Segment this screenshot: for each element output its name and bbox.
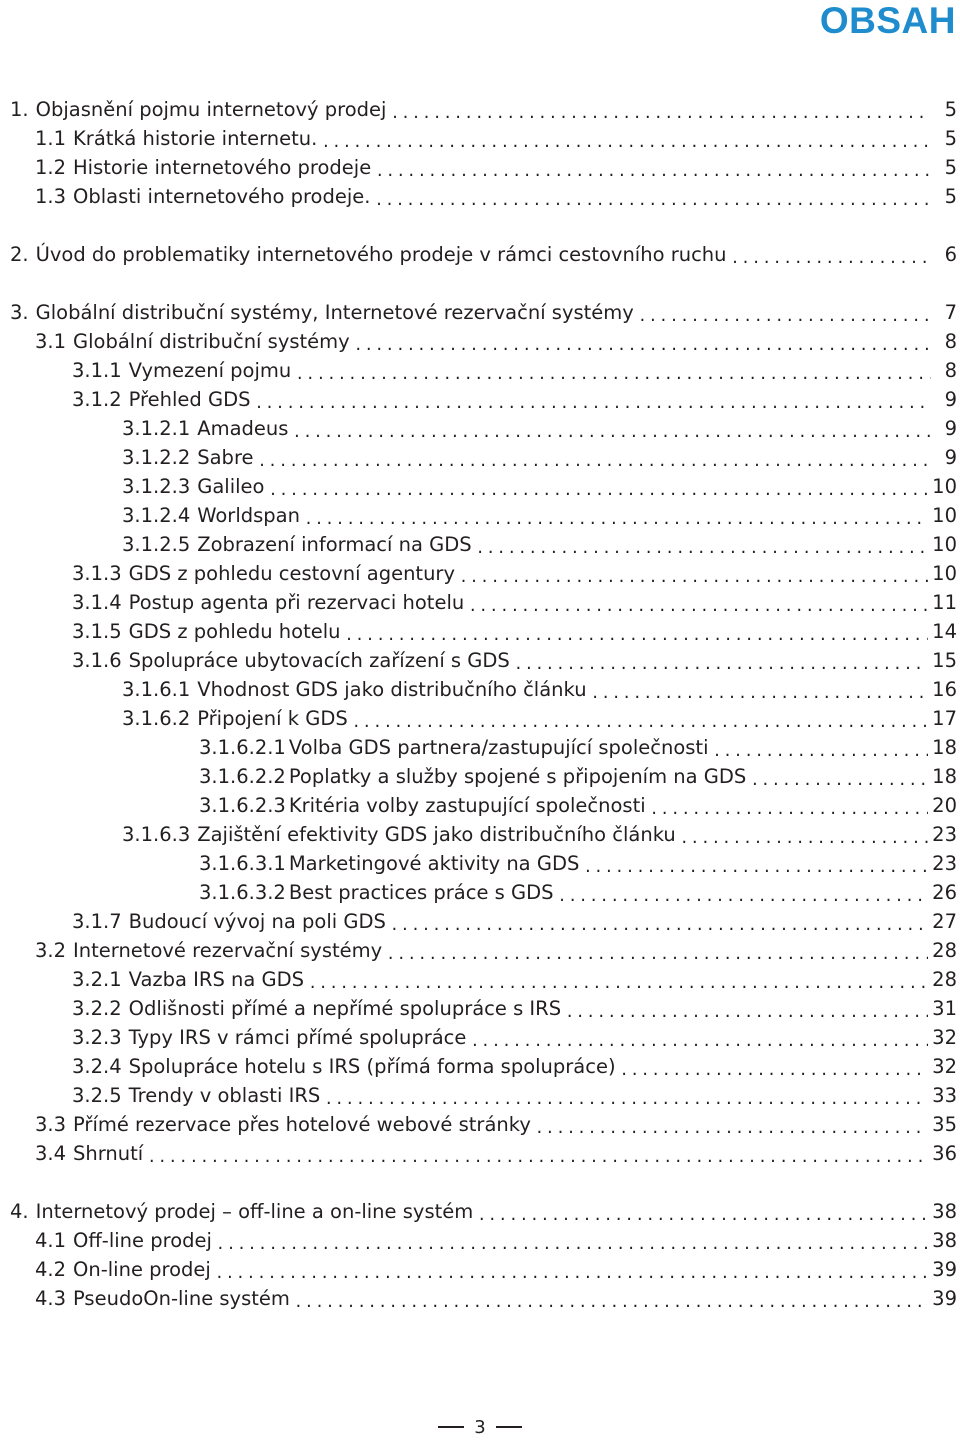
toc-entry[interactable] (0, 1285, 957, 1313)
toc-entry[interactable] (0, 734, 957, 762)
toc-entry-page: 39 (932, 1258, 957, 1281)
toc-entry-number: 3.3 (35, 1113, 67, 1136)
dot-leader (215, 1262, 928, 1284)
dot-leader (591, 682, 929, 704)
toc-entry-page: 38 (932, 1200, 957, 1223)
toc-entry[interactable] (0, 792, 957, 820)
toc-entry-title: On-line prodej (73, 1258, 211, 1281)
dot-leader (352, 711, 928, 733)
toc-entry-number: 3.1.6.3.2 (199, 881, 286, 904)
toc-entry-title: Marketingové aktivity na GDS (288, 852, 580, 875)
toc-entry-page: 35 (932, 1113, 957, 1136)
toc-entry[interactable] (0, 241, 957, 269)
toc-entry-title: Přehled GDS (128, 388, 251, 411)
toc-entry[interactable] (0, 1198, 957, 1226)
toc-entry-number: 3.1.2.5 (122, 533, 191, 556)
toc-entry[interactable] (0, 1256, 957, 1284)
toc-entry-number: 4.1 (35, 1229, 67, 1252)
toc-entry[interactable] (0, 618, 957, 646)
toc-entry-number: 1.1 (35, 127, 67, 150)
toc-entry-title: PseudoOn-line systém (73, 1287, 290, 1310)
toc-entry[interactable] (0, 589, 957, 617)
toc-entry-title: Vhodnost GDS jako distribučního článku (197, 678, 587, 701)
toc-entry-page: 5 (944, 98, 957, 121)
dot-leader (374, 189, 931, 211)
toc-entry-number: 3.1.7 (72, 910, 122, 933)
dot-leader (258, 450, 931, 472)
toc-entry-title: Zobrazení informací na GDS (197, 533, 472, 556)
toc-entry-number: 1.3 (35, 185, 67, 208)
page-number: 3 (474, 1416, 486, 1438)
toc-entry-page: 28 (932, 939, 957, 962)
toc-entry-title: Zajištění efektivity GDS jako distribučního článku (197, 823, 676, 846)
toc-entry-number: 3.1.6.2.3 (199, 794, 286, 817)
toc-entry-title: Globální distribuční systémy (73, 330, 350, 353)
toc-entry-title: Globální distribuční systémy, Internetové rezervační systémy (35, 301, 634, 324)
toc-entry-page: 17 (932, 707, 957, 730)
toc-entry[interactable] (0, 502, 957, 530)
toc-entry-number: 3.1.6.3.1 (199, 852, 286, 875)
toc-entry-title: Worldspan (197, 504, 300, 527)
toc-entry-number: 4.2 (35, 1258, 67, 1281)
toc-entry-page: 10 (932, 475, 957, 498)
toc-entry-page: 31 (932, 997, 957, 1020)
toc-entry-title: Oblasti internetového prodeje. (73, 185, 371, 208)
toc-entry[interactable] (0, 357, 957, 385)
dot-leader (321, 131, 931, 153)
toc-entry-number: 3.1.6.3 (122, 823, 191, 846)
toc-entry-number: 3.1 (35, 330, 67, 353)
toc-entry-number: 1.2 (35, 156, 67, 179)
dot-leader (470, 1030, 928, 1052)
toc-entry-title: GDS z pohledu cestovní agentury (128, 562, 455, 585)
toc-entry-page: 8 (944, 359, 957, 382)
toc-entry[interactable] (0, 647, 957, 675)
toc-entry-title: Objasnění pojmu internetový prodej (35, 98, 387, 121)
dot-leader (324, 1088, 928, 1110)
toc-entry-title: Internetový prodej – off-line a on-line systém (35, 1200, 474, 1223)
toc-entry-title: Vazba IRS na GDS (128, 968, 305, 991)
toc-entry-title: Historie internetového prodeje (73, 156, 372, 179)
toc-entry-page: 32 (932, 1055, 957, 1078)
toc-entry[interactable] (0, 415, 957, 443)
dot-leader (514, 653, 928, 675)
toc-entry-number: 3.1.6 (72, 649, 122, 672)
toc-entry-title: Budoucí vývoj na poli GDS (128, 910, 386, 933)
dot-leader (535, 1117, 928, 1139)
toc-entry-title: GDS z pohledu hotelu (128, 620, 341, 643)
toc-entry[interactable] (0, 473, 957, 501)
footer-dash-right (496, 1426, 522, 1428)
dot-leader (386, 943, 928, 965)
toc-entry[interactable] (0, 763, 957, 791)
toc-entry-page: 23 (932, 823, 957, 846)
toc-entry-page: 15 (932, 649, 957, 672)
toc-entry[interactable] (0, 1053, 957, 1081)
toc-entry-title: Vymezení pojmu (128, 359, 292, 382)
dot-leader (304, 508, 928, 530)
toc-entry-page: 28 (932, 968, 957, 991)
dot-leader (638, 305, 931, 327)
toc-entry[interactable] (0, 850, 957, 878)
toc-entry-number: 3.2.5 (72, 1084, 122, 1107)
dot-leader (583, 856, 928, 878)
toc-entry-number: 3.2.2 (72, 997, 122, 1020)
toc-entry-page: 38 (932, 1229, 957, 1252)
footer-dash-left (438, 1426, 464, 1428)
toc-entry-title: Krátká historie internetu. (73, 127, 318, 150)
toc-entry-number: 4.3 (35, 1287, 67, 1310)
toc-entry[interactable] (0, 966, 957, 994)
toc-entry-number: 3.1.6.2.2 (199, 765, 286, 788)
toc-entry-number: 3.2.4 (72, 1055, 122, 1078)
dot-leader (680, 827, 928, 849)
toc-entry-number: 3.2.3 (72, 1026, 122, 1049)
toc-entry-page: 18 (932, 765, 957, 788)
toc-entry[interactable] (0, 1111, 957, 1139)
toc-entry-page: 7 (944, 301, 957, 324)
toc-entry[interactable] (0, 1082, 957, 1110)
toc-entry-page: 9 (944, 388, 957, 411)
toc-entry-number: 3.1.2.4 (122, 504, 191, 527)
toc-entry[interactable] (0, 995, 957, 1023)
toc-entry-number: 3.1.6.2 (122, 707, 191, 730)
toc-entry-title: Trendy v oblasti IRS (128, 1084, 321, 1107)
dot-leader (477, 1204, 928, 1226)
toc-entry[interactable] (0, 96, 957, 124)
dot-leader (390, 102, 931, 124)
toc-entry-title: Sabre (197, 446, 254, 469)
dot-leader (713, 740, 929, 762)
dot-leader (750, 769, 928, 791)
toc-entry-number: 1. (10, 98, 29, 121)
toc-entry-page: 39 (932, 1287, 957, 1310)
toc-entry-title: Galileo (197, 475, 265, 498)
page-title: OBSAH (819, 0, 956, 41)
toc-entry-number: 3.1.2.2 (122, 446, 191, 469)
toc-entry-title: Typy IRS v rámci přímé spolupráce (128, 1026, 467, 1049)
toc-entry[interactable] (0, 299, 957, 327)
toc-entry-page: 16 (932, 678, 957, 701)
toc-entry-page: 36 (932, 1142, 957, 1165)
toc-entry-number: 3.1.4 (72, 591, 122, 614)
dot-leader (292, 421, 931, 443)
dot-leader (468, 595, 928, 617)
toc-entry[interactable] (0, 154, 957, 182)
toc-entry-number: 2. (10, 243, 29, 266)
toc-entry-number: 3.1.6.1 (122, 678, 191, 701)
toc-entry-number: 4. (10, 1200, 29, 1223)
toc-entry-title: Internetové rezervační systémy (73, 939, 383, 962)
dot-leader (294, 1291, 928, 1313)
dot-leader (476, 537, 929, 559)
dot-leader (558, 885, 929, 907)
toc-entry[interactable] (0, 328, 957, 356)
toc-entry[interactable] (0, 908, 957, 936)
toc-entry-number: 3.1.1 (72, 359, 122, 382)
dot-leader (216, 1233, 928, 1255)
toc-entry-title: Off-line prodej (73, 1229, 212, 1252)
toc-entry-page: 5 (944, 156, 957, 179)
toc-entry-page: 23 (932, 852, 957, 875)
toc-entry[interactable] (0, 386, 957, 414)
toc-entry-page: 18 (932, 736, 957, 759)
toc-entry-title: Přímé rezervace přes hotelové webové stránky (73, 1113, 531, 1136)
toc-entry-title: Best practices práce s GDS (288, 881, 554, 904)
toc-entry[interactable] (0, 1227, 957, 1255)
dot-leader (650, 798, 929, 820)
toc-entry[interactable] (0, 560, 957, 588)
toc-entry-number: 3.1.2.1 (122, 417, 191, 440)
dot-leader (731, 247, 931, 269)
toc-entry-number: 3.2 (35, 939, 67, 962)
toc-entry-page: 5 (944, 185, 957, 208)
dot-leader (375, 160, 931, 182)
page-footer (0, 1414, 960, 1440)
toc-entry-page: 9 (944, 446, 957, 469)
toc-entry-title: Kritéria volby zastupující společnosti (288, 794, 646, 817)
toc-entry-page: 32 (932, 1026, 957, 1049)
toc-entry-page: 6 (944, 243, 957, 266)
toc-entry-page: 14 (932, 620, 957, 643)
toc-entry-title: Připojení k GDS (197, 707, 348, 730)
toc-entry-number: 3.1.5 (72, 620, 122, 643)
toc-entry[interactable] (0, 1024, 957, 1052)
toc-entry-number: 3. (10, 301, 29, 324)
toc-entry-title: Odlišnosti přímé a nepřímé spolupráce s IRS (128, 997, 562, 1020)
toc-entry-title: Volba GDS partnera/zastupující společnosti (288, 736, 709, 759)
toc-entry-page: 26 (932, 881, 957, 904)
toc-entry[interactable] (0, 821, 957, 849)
toc-entry-title: Úvod do problematiky internetového prodeje v rámci cestovního ruchu (35, 243, 727, 266)
dot-leader (390, 914, 928, 936)
dot-leader (268, 479, 928, 501)
toc-entry-page: 10 (932, 533, 957, 556)
toc-entry-page: 9 (944, 417, 957, 440)
toc-entry[interactable] (0, 183, 957, 211)
dot-leader (147, 1146, 928, 1168)
toc-entry[interactable] (0, 676, 957, 704)
toc-entry-page: 27 (932, 910, 957, 933)
dot-leader (345, 624, 929, 646)
toc-entry-page: 33 (932, 1084, 957, 1107)
toc-entry-title: Poplatky a služby spojené s připojením na GDS (288, 765, 747, 788)
toc-entry-number: 3.1.3 (72, 562, 122, 585)
toc-entry-page: 5 (944, 127, 957, 150)
toc-entry-number: 3.2.1 (72, 968, 122, 991)
toc-entry-page: 10 (932, 562, 957, 585)
toc-entry[interactable] (0, 1140, 957, 1168)
toc-entry-number: 3.4 (35, 1142, 67, 1165)
toc-entry[interactable] (0, 444, 957, 472)
toc-entry[interactable] (0, 937, 957, 965)
toc-entry-title: Spolupráce hotelu s IRS (přímá forma spolupráce) (128, 1055, 616, 1078)
toc-entry-page: 10 (932, 504, 957, 527)
dot-leader (565, 1001, 928, 1023)
dot-leader (620, 1059, 929, 1081)
dot-leader (354, 334, 931, 356)
dot-leader (459, 566, 928, 588)
toc-entry[interactable] (0, 531, 957, 559)
toc-entry-page: 11 (932, 591, 957, 614)
toc-entry-title: Amadeus (197, 417, 289, 440)
toc-entry-number: 3.1.2.3 (122, 475, 191, 498)
toc-entry[interactable] (0, 705, 957, 733)
toc-entry[interactable] (0, 125, 957, 153)
toc-entry-title: Spolupráce ubytovacích zařízení s GDS (128, 649, 510, 672)
toc-entry-page: 8 (944, 330, 957, 353)
toc-entry-page: 20 (932, 794, 957, 817)
toc-entry-title: Shrnutí (73, 1142, 144, 1165)
dot-leader (308, 972, 928, 994)
dot-leader (295, 363, 931, 385)
dot-leader (254, 392, 931, 414)
toc-entry-number: 3.1.2 (72, 388, 122, 411)
toc-entry[interactable] (0, 879, 957, 907)
toc-entry-number: 3.1.6.2.1 (199, 736, 286, 759)
toc-entry-title: Postup agenta při rezervaci hotelu (128, 591, 465, 614)
